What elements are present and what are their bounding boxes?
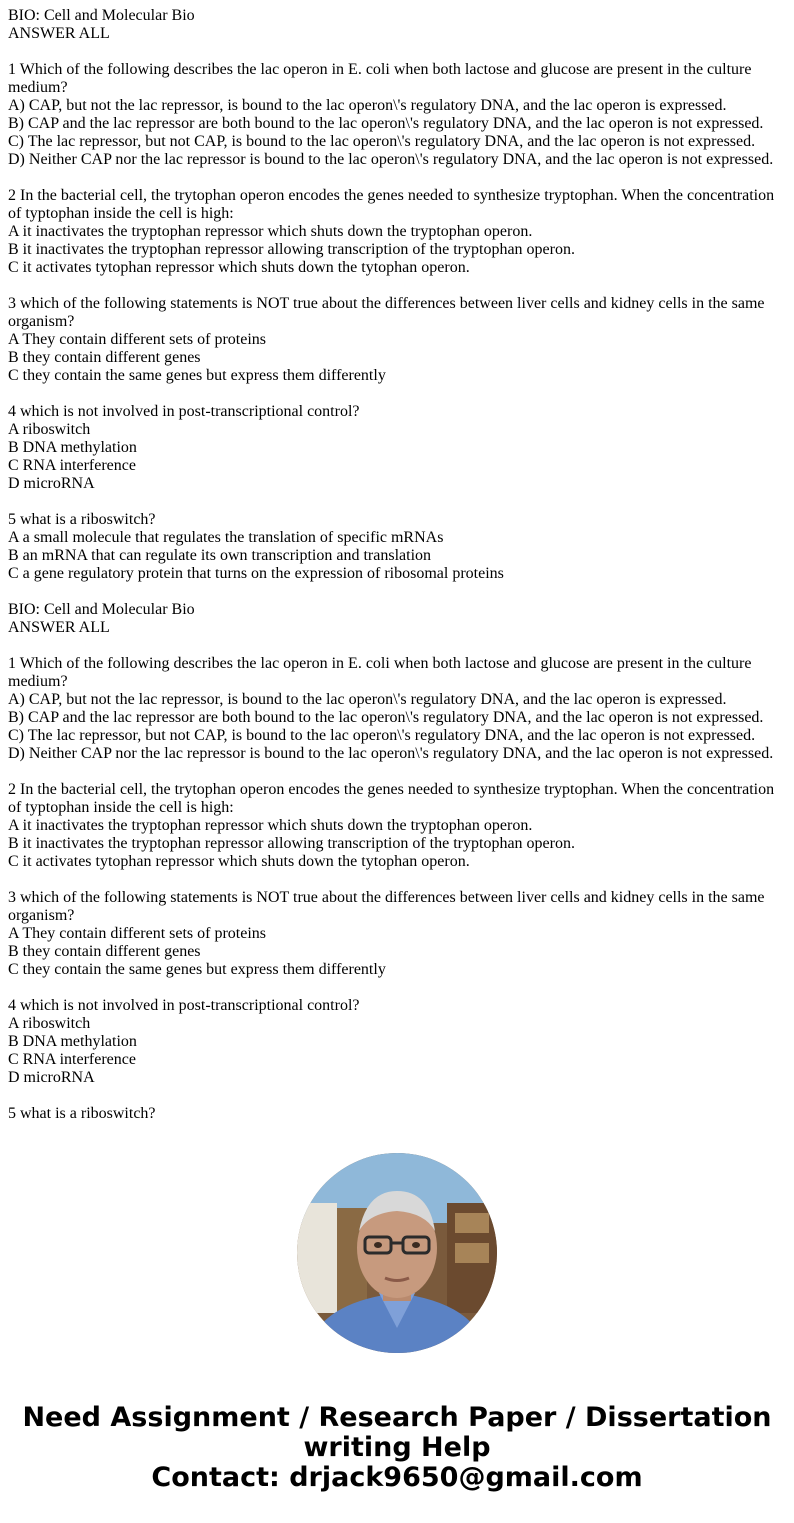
answer-option: B they contain different genes [8, 943, 201, 960]
question-stem: 2 In the bacterial cell, the trytophan operon encodes the genes needed to synthesize tryptophan. When the concentration of typtophan inside the cell is high: [8, 187, 775, 222]
instruction-text: ANSWER ALL [8, 25, 110, 42]
answer-option: B an mRNA that can regulate its own transcription and translation [8, 547, 432, 564]
answer-option: A They contain different sets of proteins [8, 331, 267, 348]
answer-option: C) The lac repressor, but not CAP, is bound to the lac operon\'s regulatory DNA, and the lac operon is not expressed. [8, 727, 756, 744]
question-2 [8, 187, 786, 277]
answer-option: B they contain different genes [8, 349, 201, 366]
question-1 [8, 61, 786, 169]
document-body [8, 7, 786, 1123]
answer-option: B) CAP and the lac repressor are both bound to the lac operon\'s regulatory DNA, and the lac operon is not expressed. [8, 709, 764, 726]
answer-option: B DNA methylation [8, 439, 137, 456]
answer-option: B it inactivates the tryptophan repressor allowing transcription of the tryptophan operon. [8, 835, 575, 852]
answer-option: A riboswitch [8, 1015, 91, 1032]
question-3 [8, 295, 786, 385]
question-4 [8, 403, 786, 493]
question-stem: 5 what is a riboswitch? [8, 1105, 156, 1122]
course-title: BIO: Cell and Molecular Bio [8, 7, 195, 24]
answer-option: D) Neither CAP nor the lac repressor is bound to the lac operon\'s regulatory DNA, and the lac operon is not expressed. [8, 745, 774, 762]
answer-option: C a gene regulatory protein that turns on the expression of ribosomal proteins [8, 565, 504, 582]
answer-option: C it activates tytophan repressor which shuts down the tytophan operon. [8, 259, 470, 276]
question-stem: 4 which is not involved in post-transcriptional control? [8, 997, 360, 1014]
question-5 [8, 511, 786, 583]
answer-option: A) CAP, but not the lac repressor, is bound to the lac operon\'s regulatory DNA, and the lac operon is expressed. [8, 691, 727, 708]
answer-option: A it inactivates the tryptophan repressor which shuts down the tryptophan operon. [8, 223, 533, 240]
question-stem: 1 Which of the following describes the lac operon in E. coli when both lactose and glucose are present in the culture medium? [8, 655, 752, 690]
answer-option: A) CAP, but not the lac repressor, is bound to the lac operon\'s regulatory DNA, and the lac operon is expressed. [8, 97, 727, 114]
question-stem: 5 what is a riboswitch? [8, 511, 156, 528]
answer-option: C RNA interference [8, 1051, 136, 1068]
instruction-text: ANSWER ALL [8, 619, 110, 636]
answer-option: C it activates tytophan repressor which shuts down the tytophan operon. [8, 853, 470, 870]
question-stem: 4 which is not involved in post-transcriptional control? [8, 403, 360, 420]
question-section [8, 7, 786, 601]
answer-option: D microRNA [8, 1069, 95, 1086]
question-5 [8, 1105, 786, 1123]
question-1 [8, 655, 786, 763]
author-photo [297, 1153, 497, 1353]
promo-footer [0, 1403, 794, 1493]
answer-option: C) The lac repressor, but not CAP, is bound to the lac operon\'s regulatory DNA, and the lac operon is not expressed. [8, 133, 756, 150]
avatar-image [297, 1153, 497, 1353]
question-stem: 3 which of the following statements is NOT true about the differences between liver cells and kidney cells in the same organism? [8, 295, 765, 330]
question-4 [8, 997, 786, 1087]
question-2 [8, 781, 786, 871]
answer-option: C they contain the same genes but express them differently [8, 961, 386, 978]
question-stem: 3 which of the following statements is NOT true about the differences between liver cells and kidney cells in the same organism? [8, 889, 765, 924]
question-stem: 2 In the bacterial cell, the trytophan operon encodes the genes needed to synthesize tryptophan. When the concentration of typtophan inside the cell is high: [8, 781, 775, 816]
answer-option: C RNA interference [8, 457, 136, 474]
answer-option: A it inactivates the tryptophan repressor which shuts down the tryptophan operon. [8, 817, 533, 834]
promo-headline: Need Assignment / Research Paper / Dissertation writing Help [22, 1402, 772, 1463]
question-stem: 1 Which of the following describes the lac operon in E. coli when both lactose and glucose are present in the culture medium? [8, 61, 752, 96]
answer-option: A They contain different sets of proteins [8, 925, 267, 942]
answer-option: C they contain the same genes but express them differently [8, 367, 386, 384]
contact-email: Contact: drjack9650@gmail.com [151, 1462, 643, 1493]
answer-option: B DNA methylation [8, 1033, 137, 1050]
answer-option: A a small molecule that regulates the translation of specific mRNAs [8, 529, 444, 546]
answer-option: D microRNA [8, 475, 95, 492]
answer-option: B) CAP and the lac repressor are both bound to the lac operon\'s regulatory DNA, and the lac operon is not expressed. [8, 115, 764, 132]
answer-option: B it inactivates the tryptophan repressor allowing transcription of the tryptophan operon. [8, 241, 575, 258]
question-section [8, 601, 786, 1123]
question-3 [8, 889, 786, 979]
answer-option: A riboswitch [8, 421, 91, 438]
answer-option: D) Neither CAP nor the lac repressor is bound to the lac operon\'s regulatory DNA, and the lac operon is not expressed. [8, 151, 774, 168]
course-title: BIO: Cell and Molecular Bio [8, 601, 195, 618]
